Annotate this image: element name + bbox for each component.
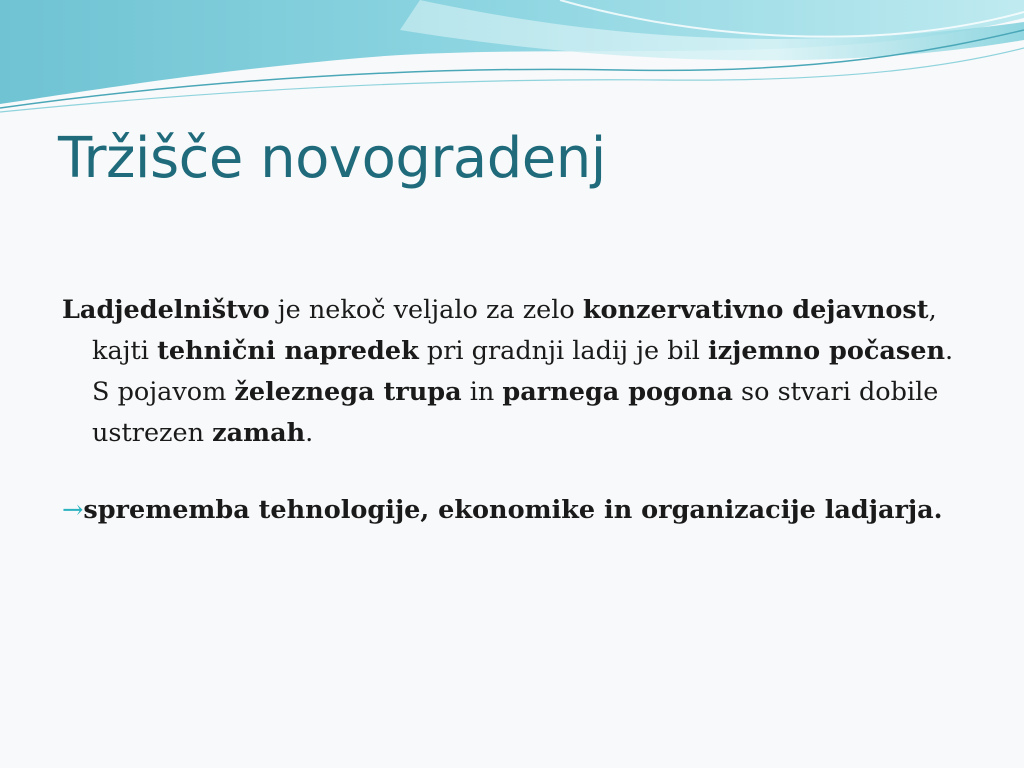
paragraph-shipbuilding (62, 290, 962, 454)
bold-term: izjemno počasen (707, 336, 946, 366)
paragraph-change (62, 490, 962, 531)
text-run: in (461, 377, 503, 407)
decorative-waves (0, 0, 1024, 120)
text-run: . S pojavom (92, 336, 954, 407)
text-run: so stvari dobile ustrezen (92, 377, 939, 448)
text-run: , kajti (92, 295, 937, 366)
slide-title: Tržišče novogradenj (58, 126, 606, 191)
bold-term: parnega pogona (502, 377, 733, 407)
bold-term: tehnični napredek (157, 336, 419, 366)
text-run: . (305, 418, 314, 448)
paragraph-change-text: sprememba tehnologije, ekonomike in organizacije ladjarja. (83, 495, 943, 525)
slide-body (62, 290, 962, 531)
bold-term: Ladjedelništvo (62, 295, 270, 325)
text-run: je nekoč veljalo za zelo (269, 295, 583, 325)
arrow-icon: → (62, 495, 84, 525)
bold-term: zamah (212, 418, 306, 448)
bold-term: železnega trupa (234, 377, 462, 407)
text-run: pri gradnji ladij je bil (418, 336, 708, 366)
bold-term: konzervativno dejavnost (582, 295, 929, 325)
